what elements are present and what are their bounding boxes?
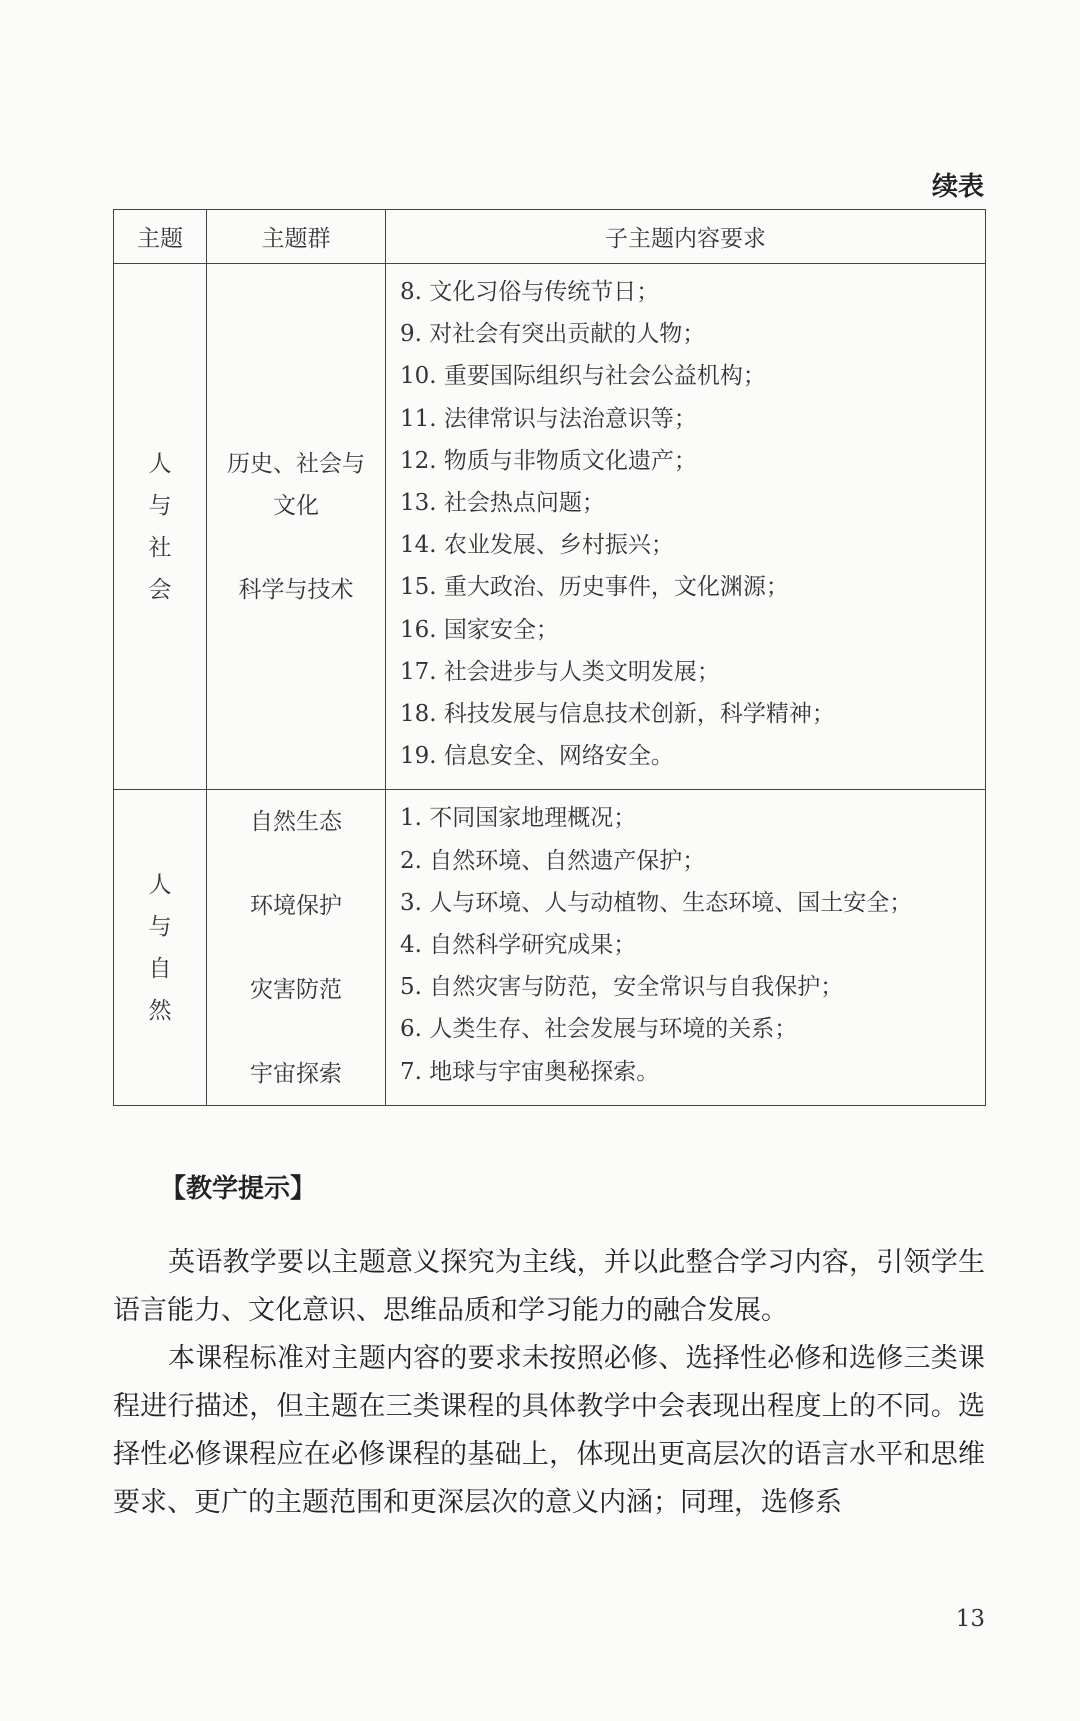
theme-group-environment: 环境保护 [250,892,342,919]
theme-char: 自 [148,955,172,982]
requirement-item: 17. 社会进步与人类文明发展； [400,658,720,685]
theme-group-cell-society [207,264,386,790]
theme-char: 人 [148,450,172,477]
theme-cell-society [114,264,207,790]
requirements-cell-nature [386,790,986,1105]
theme-group-cell-nature [207,790,386,1105]
theme-char: 然 [148,997,172,1024]
requirement-item: 12. 物质与非物质文化遗产； [400,447,697,474]
requirement-item: 10. 重要国际组织与社会公益机构； [400,363,766,390]
topic-table [113,209,986,1106]
page-number: 13 [955,1606,985,1632]
theme-char: 社 [148,534,172,561]
requirement-item: 9. 对社会有突出贡献的人物； [400,321,706,348]
requirements-cell-society [386,264,986,790]
theme-vertical-text [115,443,205,611]
theme-char: 与 [148,492,172,519]
requirement-item: 11. 法律常识与法治意识等； [400,405,697,432]
requirement-item: 1. 不同国家地理概况； [400,805,637,832]
requirement-item: 3. 人与环境、人与动植物、生态环境、国土安全； [400,889,913,916]
requirement-item: 14. 农业发展、乡村振兴； [400,532,674,559]
theme-group-ecology: 自然生态 [250,808,342,835]
requirement-item: 5. 自然灾害与防范，安全常识与自我保护； [400,974,844,1001]
table-row-nature [114,790,986,1105]
requirement-item: 16. 国家安全； [400,616,559,643]
theme-group-history-line1: 历史、社会与 [227,450,365,477]
table-header-row [114,210,986,264]
requirement-item: 8. 文化习俗与传统节日； [400,279,660,305]
theme-char: 与 [148,913,172,940]
requirement-item: 19. 信息安全、网络安全。 [400,743,674,770]
teaching-tips-paragraph: 英语教学要以主题意义探究为主线，并以此整合学习内容，引领学生语言能力、文化意识、思维品质和学习能力的融合发展。 [113,1247,985,1326]
header-theme: 主题 [114,210,207,264]
theme-char: 人 [148,871,172,898]
theme-vertical-text [115,864,205,1032]
requirement-item: 13. 社会热点问题； [400,490,605,517]
requirement-item: 18. 科技发展与信息技术创新，科学精神； [400,701,835,728]
theme-cell-nature [114,790,207,1105]
requirement-item: 2. 自然环境、自然遗产保护； [400,847,706,874]
header-subtopic-requirements: 子主题内容要求 [386,210,986,264]
theme-char: 会 [148,576,172,603]
theme-group-science: 科学与技术 [238,576,354,603]
theme-group-universe: 宇宙探索 [250,1060,342,1087]
table-row-society [114,264,986,790]
teaching-tips-heading: 【教学提示】 [160,1174,317,1204]
requirement-item: 7. 地球与宇宙奥秘探索。 [400,1058,660,1085]
requirement-item: 6. 人类生存、社会发展与环境的关系； [400,1016,798,1043]
theme-group-history-line2: 文化 [273,492,319,519]
teaching-tips-paragraph: 本课程标准对主题内容的要求未按照必修、选择性必修和选修三类课程进行描述，但主题在三类课程的具体教学中会表现出程度上的不同。选择性必修课程应在必修课程的基础上，体现出更高层次的语言水平和思维要求、更广的主题范围和更深层次的意义内涵；同理，选修系 [113,1343,985,1518]
requirement-item: 15. 重大政治、历史事件，文化渊源； [400,574,789,601]
theme-group-disaster: 灾害防范 [250,976,342,1003]
requirement-item: 4. 自然科学研究成果； [400,932,637,959]
continued-table-label: 续表 [931,172,984,202]
header-theme-group: 主题群 [207,210,386,264]
